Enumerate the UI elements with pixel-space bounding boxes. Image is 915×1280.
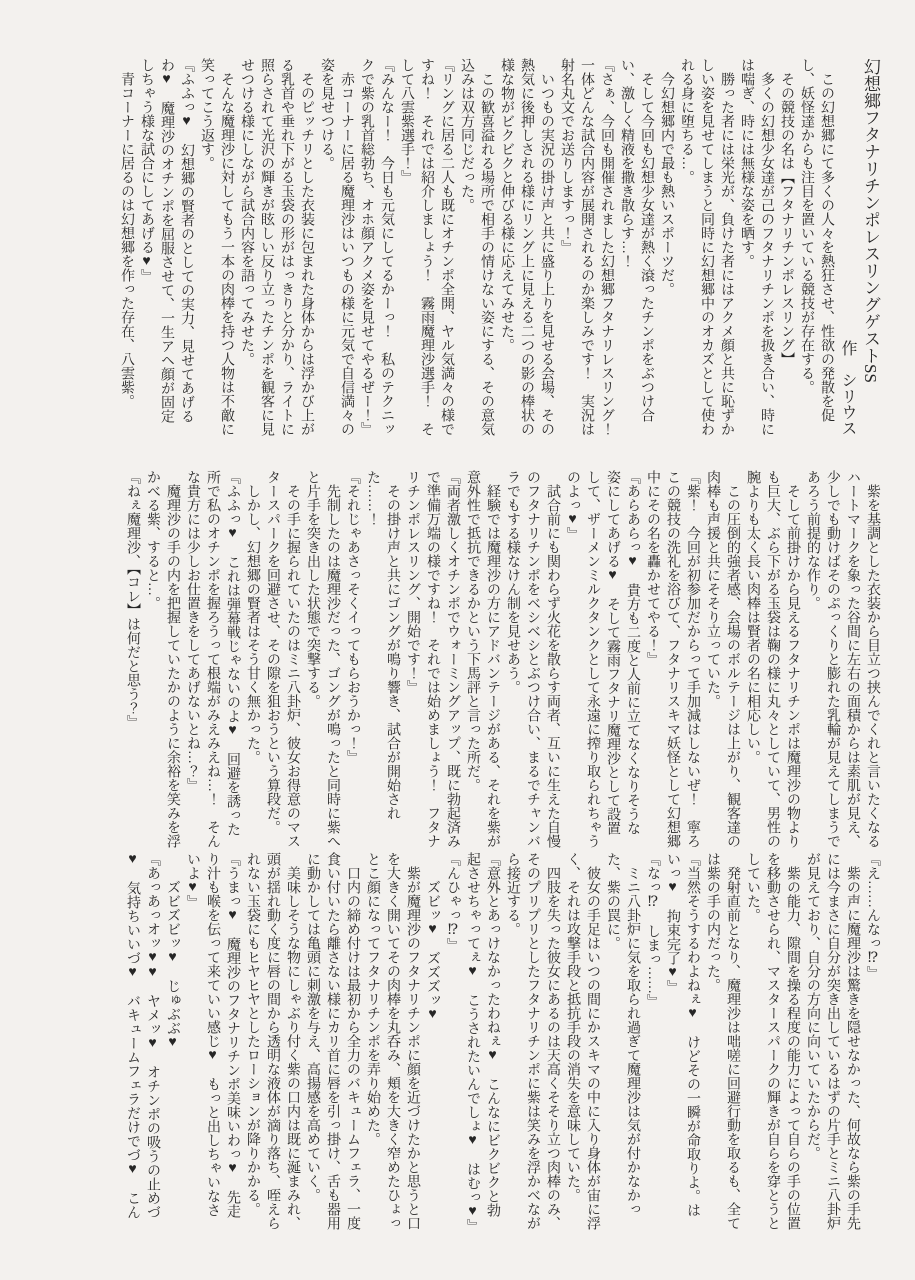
paragraph: 『意外とあっけなかったわねぇ♥ こんなにビクビクと勃起させちゃってぇ♥ こうされたいんでしょ♥ はむっ♥』 <box>465 852 500 1233</box>
band-middle-paragraphs <box>122 470 882 848</box>
paragraph: 紫の能力、隙間を操る程度の能力によって自らの手の位置を移動させられ、マスタースパークの輝きが自らを穿とうとしていた。 <box>745 852 800 1230</box>
paragraph: その競技の名は【フタナリチンポレスリング】 <box>779 58 794 366</box>
paragraph: 『両者激しくオチンポでウォーミングアップ、既に勃起済みで準備万端の様ですね！ それでは始めましょう！ フタナリチンポレスリング、開始です！』 <box>405 470 460 848</box>
paragraph: 青コーナーに居るのは幻想郷を作った存在、八雲紫。 <box>119 58 134 408</box>
paragraph: 発射直前となり、魔理沙は咄嗟に回避行動を取るも、全ては紫の手の内だった。 <box>705 852 740 1230</box>
paragraph: そして前掛けから見えるフタナリチンポは魔理沙の物よりも巨大、ぶら下がる玉袋は鞠の様に丸々としていて、男性の腕よりも太く長い肉棒は賢者の名に相応しい。 <box>745 470 800 848</box>
paragraph: 赤コーナーに居る魔理沙はいつもの様に元気で自信満々の姿を見せつける。 <box>319 58 354 436</box>
paragraph: 口内の締め付けは最初から全力のバキュームフェラ、一度食い付いたら離さない様にカリ首に唇を引っ掛け、舌も器用に動かしては亀頭に刺激を与え、高揚感を高めていく。 <box>305 852 360 1230</box>
paragraph: 『ふふっ♥ これは弾幕戦じゃないのよ♥ 回避を誘った所で私のオチンポを握ろうって根端がみえみえね…！ そんな貴方には少しお仕置きをしてあげないとね…？』 <box>185 470 240 848</box>
text-band-top <box>116 58 882 450</box>
paragraph: そのピッチリとした衣装に包まれた身体からは浮かび上がる乳首や垂れ下がる玉袋の形がはっきりと分かり、ライトに照らされて光沢の輝きが眩しい反り立ったチンポを観客に見せつける様にしながら試合内容を語ってみせた。 <box>239 58 314 436</box>
story-title: 幻想郷フタナリチンポレスリングゲストSS <box>861 58 880 383</box>
paragraph: 『なっ⁉ しまっ……』 <box>645 852 660 1008</box>
text-band-bottom <box>122 852 882 1233</box>
paragraph: 多くの幻想少女達が己のフタナリチンポを扱き合い、時には喘ぎ、時には無様な姿を晒す。 <box>739 58 774 436</box>
paragraph: その掛け声と共にゴングが鳴り響き、試合が開始された……！ <box>365 470 400 820</box>
paragraph: 『紫！ 今回が初参加だからって手加減はしないぜ！ 寧ろこの競技の洗礼を浴びて、フタナリスキマ妖怪として幻想郷中にその名を轟かせてやる！』 <box>645 470 700 848</box>
paragraph: 『みんなー！ 今日も元気にしてるかーっ！ 私のテクニックで紫の乳首総勃ち、オホ顔アクメ姿を見せてやるぜー！』 <box>359 58 394 436</box>
paragraph: 今幻想郷内で最も熱いスポーツだ。 <box>659 58 674 296</box>
paragraph: 試合前にも関わらず火花を散らす両者、互いに生えた自慢のフタナリチンポをベシベシとぶつけ合い、まるでチャンバラでもする様なけん制を見せあう。 <box>505 470 560 848</box>
paragraph: 『うまっ♥ 魔理沙のフタナリチンポ美味いわっ♥ 先走り汁も喉を伝って来ていい感じ♥ もっと出しちゃいなさいよ♥』 <box>185 852 240 1218</box>
band-bottom-paragraphs <box>122 852 882 1233</box>
paragraph: 『ふふっ♥ 幻想郷の賢者のとしての実力、見せてあげるわ♥ 魔理沙のオチンポを屈服させて、一生アヘ顔が固定しちゃう様な試合にしてあげる♥』 <box>139 58 194 423</box>
text-band-middle <box>122 470 882 848</box>
paragraph: 『あっあっオッ♥♥ ヤメッ♥ オチンポの吸うの止めづ♥ 気持ちいいづ♥ バキュームフェラだけでづ♥ こん <box>125 852 160 1219</box>
paragraph: この歓喜溢れる場所で相手の情けない姿にする、その意気込みは双方同じだった。 <box>459 58 494 436</box>
author-credit: 作 シリウス <box>839 340 856 436</box>
paragraph: 紫の声に魔理沙は驚きを隠せなかった、何故なら紫の手先には今まさに自分が突き出しているはずの片手とミニ八卦炉が見えており、自分の方向に向いていたからだ。 <box>805 852 860 1230</box>
paragraph: しかし、幻想郷の賢者はそう甘く無かった。 <box>245 470 260 764</box>
paragraph: ミニ八卦炉に気を取られ過ぎて魔理沙は気が付かなかった、紫の罠に。 <box>605 852 640 1216</box>
paragraph: 『んひゃっ⁉』 <box>445 852 460 952</box>
paragraph: 勝った者には栄光が、負けた者にはアクメ顔と共に恥ずかしい姿を見せてしまうと同時に幻想郷中のオカズとして使われる身に堕ちる…。 <box>679 58 734 436</box>
paragraph: この幻想郷にて多くの人々を熱狂させ、性欲の発散を促し、妖怪達からも注目を置いている競技が存在する。 <box>799 58 834 422</box>
paragraph: 先制したのは魔理沙だった、ゴングが鳴ったと同時に紫へと片手を突き出した状態で突撃する。 <box>305 470 340 848</box>
paragraph: 紫が魔理沙のフタナリチンポに顔を近づけたかと思うと口を大きく開いてその肉棒を丸呑み、頬を大きく窄めたひょっとこ顔になってフタナリチンポを弄り始めた。 <box>365 852 420 1230</box>
paragraph: ズビッ♥ ズズズッ♥ <box>425 852 440 1022</box>
paragraph: 『当然そうするわよねぇ♥ けどその一瞬が命取りよ。はいっ♥ 拘束完了♥』 <box>665 852 700 1217</box>
paragraph: そして今回も幻想少女達が熱く滾ったチンポをぶつけ合い、激しく精液を撒き散らす…！ <box>619 58 654 422</box>
paragraph: その手に握られていたのはミニ八卦炉、彼女お得意のマスタースパークを回避させ、その隙を狙おうという算段だ。 <box>265 470 300 848</box>
paragraph: 経験では魔理沙の方にアドバンテージがある、それを紫が意外性で抵抗できるかという下馬評と言った所だ。 <box>465 470 500 848</box>
paragraph: 『え……んなっ⁉』 <box>865 852 880 980</box>
paragraph: 紫を基調とした衣装から目立つ挟んでくれと言いたくなるハートマークを象った谷間に左右の面積からは素肌が見え、少しでも動けばそのぷっくりと膨れた乳輪が見えてしまうであろう前提的な作り。 <box>805 470 880 848</box>
paragraph: 『さぁ、今回も開催されました幻想郷フタナリレスリング！ 一体どんな試合内容が展開されるのか楽しみです！ 実況は射名丸文でお送りしますっ！』 <box>559 58 614 450</box>
paragraph: 四肢を失った彼女にあるのは天高くそそり立つ肉棒のみ、そのプリプリとしたフタナリチンポに紫は笑みを浮かべながら接近する。 <box>505 852 560 1230</box>
paragraph: 彼女の手足はいつの間にかスキマの中に入り身体が宙に浮く、それは攻撃手段と抵抗手段の消失を意味していた。 <box>565 852 600 1230</box>
paragraph: いつもの実況の掛け声と共に盛り上りを見せる会場、その熱気に後押しされる様にリング上に見える二つの影の棒状の様な物がビクビクと伸びる様に応えてみせた。 <box>499 58 554 436</box>
paragraph: ズビズビッ♥ じゅぶぶ♥ <box>165 852 180 1050</box>
paragraph: この圧倒的強者感、会場のボルテージは上がり、観客達の肉棒も声援と共にそそり立っていた。 <box>705 470 740 848</box>
paragraph: 『リングに居る二人も既にオチンポ全開、ヤル気満々の様ですね！ それでは紹介しましょう！ 霧雨魔理沙選手！ そして八雲紫選手！』 <box>399 58 454 436</box>
paragraph: 『ねぇ魔理沙、【コレ】は何だと思う？』 <box>125 470 140 729</box>
paragraph: 『それじゃあさっそくイってもらおうかっ！』 <box>345 470 360 764</box>
paragraph: 美味しそうな物にしゃぶり付く紫の口内は既に涎まみれ、頭が揺れ動く度に唇の間から透明な液体が滴り落ち、咥えられない玉袋にもヒヤヒヤとしたローションが降りかかる。 <box>245 852 300 1230</box>
paragraph: 『あらあらっ♥ 貴方も二度と人前に立てなくなりそうな姿にしてあげる♥ そして霧雨フタナリ魔理沙として設置して、ザーメンミルクタンクとして永遠に搾り取られちゃうのよっ♥』 <box>565 470 640 848</box>
paragraph: 魔理沙の手の内を把握していたかのように余裕を笑みを浮かべる紫、すると…。 <box>145 470 180 848</box>
paragraph: そんな魔理沙に対してもう一本の肉棒を持つ人物は不敵に笑ってこう返す。 <box>199 58 234 436</box>
band-top-paragraphs <box>116 58 836 450</box>
